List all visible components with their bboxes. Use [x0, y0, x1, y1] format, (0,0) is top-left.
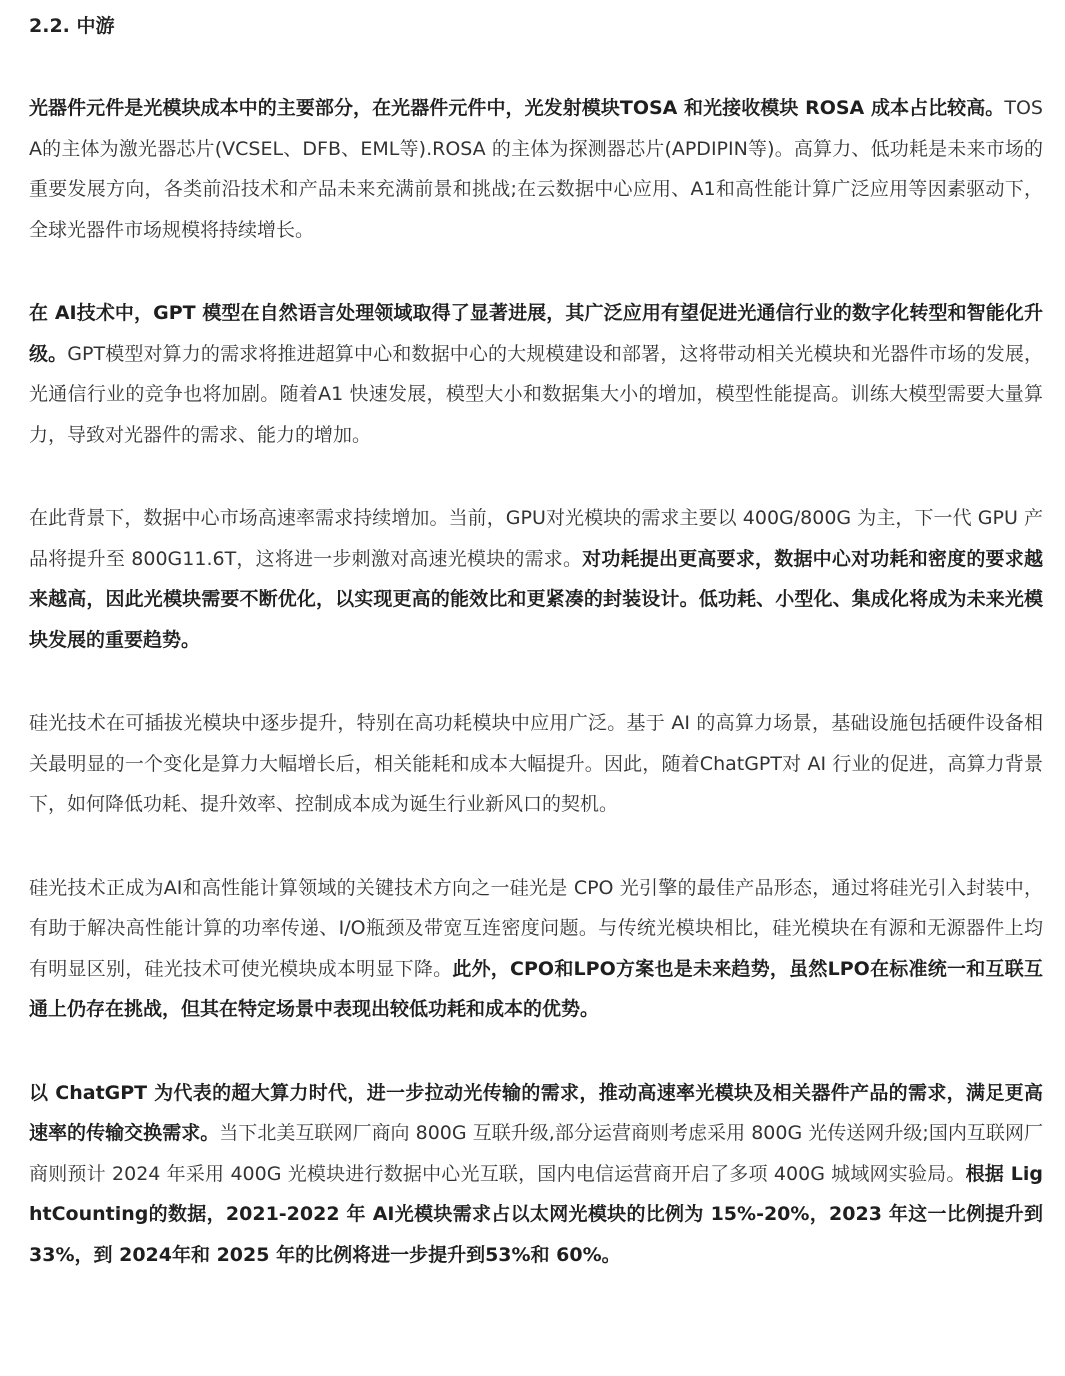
- bold-text: 根据 LightCounting的数据，2021-2022 年 AI光模块需求占以太网光模块的比例为 15%-20%，2023 年这一比例提升到 33%，到 2024年和 2025 年的比例将进一步提升到53%和 60%。: [29, 1162, 1043, 1266]
- paragraph-cpo-lpo: [29, 868, 1043, 1030]
- bold-text: 对功耗提出更高要求，数据中心对功耗和密度的要求越来越高，因此光模块需要不断优化，以实现更高的能效比和更紧凑的封装设计。低功耗、小型化、集成化将成为未来光模块发展的重要趋势。: [29, 547, 1043, 651]
- bold-text: 此外，CPO和LPO方案也是未来趋势，虽然LPO在标准统一和互联互通上仍存在挑战，但其在特定场景中表现出较低功耗和成本的优势。: [29, 957, 1043, 1020]
- paragraph-gpt-model: [29, 293, 1043, 455]
- paragraph-chatgpt-era: [29, 1073, 1043, 1276]
- body-text: 硅光技术在可插拔光模块中逐步提升，特别在高功耗模块中应用广泛。基于 AI 的高算力场景，基础设施包括硬件设备相关最明显的一个变化是算力大幅增长后，相关能耗和成本大幅提升。因此，随着ChatGPT对 AI 行业的促进，高算力背景下，如何降低功耗、提升效率、控制成本成为诞生行业新风口的契机。: [29, 712, 1043, 815]
- paragraph-optical-components: [29, 88, 1043, 250]
- bold-text: 以 ChatGPT 为代表的超大算力时代，进一步拉动光传输的需求，推动高速率光模块及相关器件产品的需求，满足更高速率的传输交换需求。: [29, 1081, 1043, 1144]
- section-heading: 2.2. 中游: [29, 15, 115, 37]
- bold-text: 光器件元件是光模块成本中的主要部分，在光器件元件中，光发射模块TOSA 和光接收模块 ROSA 成本占比较高。: [29, 97, 1005, 119]
- body-text: 当下北美互联网厂商向 800G 互联升级,部分运营商则考虑采用 800G 光传送网升级;国内互联网厂商则预计 2024 年采用 400G 光模块进行数据中心光互联，国内电信运营商开启了多项 400G 城域网实验局。: [29, 1122, 1043, 1185]
- body-text: 硅光技术正成为AI和高性能计算领域的关键技术方向之一硅光是 CPO 光引擎的最佳产品形态，通过将硅光引入封装中，有助于解决高性能计算的功率传递、I/O瓶颈及带宽互连密度问题。与传统光模块相比，硅光模块在有源和无源器件上均有明显区别，硅光技术可使光模块成本明显下降。: [29, 876, 1043, 980]
- bold-text: 在 AI技术中，GPT 模型在自然语言处理领域取得了显著进展，其广泛应用有望促进光通信行业的数字化转型和智能化升级。: [29, 302, 1043, 365]
- body-text: TOSA的主体为激光器芯片(VCSEL、DFB、EML等).ROSA 的主体为探测器芯片(APDIPIN等)。高算力、低功耗是未来市场的重要发展方向，各类前沿技术和产品未来充满前景和挑战;在云数据中心应用、A1和高性能计算广泛应用等因素驱动下，全球光器件市场规模将持续增长。: [29, 97, 1043, 241]
- body-text: 在此背景下，数据中心市场高速率需求持续增加。当前，GPU对光模块的需求主要以 400G/800G 为主，下一代 GPU 产品将提升至 800G11.6T，这将进一步刺激对高速光模块的需求。: [29, 507, 1043, 570]
- body-text: GPT模型对算力的需求将推进超算中心和数据中心的大规模建设和部署，这将带动相关光模块和光器件市场的发展，光通信行业的竞争也将加剧。随着A1 快速发展，模型大小和数据集大小的增加，模型性能提高。训练大模型需要大量算力，导致对光器件的需求、能力的增加。: [29, 342, 1043, 446]
- paragraph-silicon-photonics: [29, 703, 1043, 825]
- paragraph-datacenter-demand: [29, 498, 1043, 660]
